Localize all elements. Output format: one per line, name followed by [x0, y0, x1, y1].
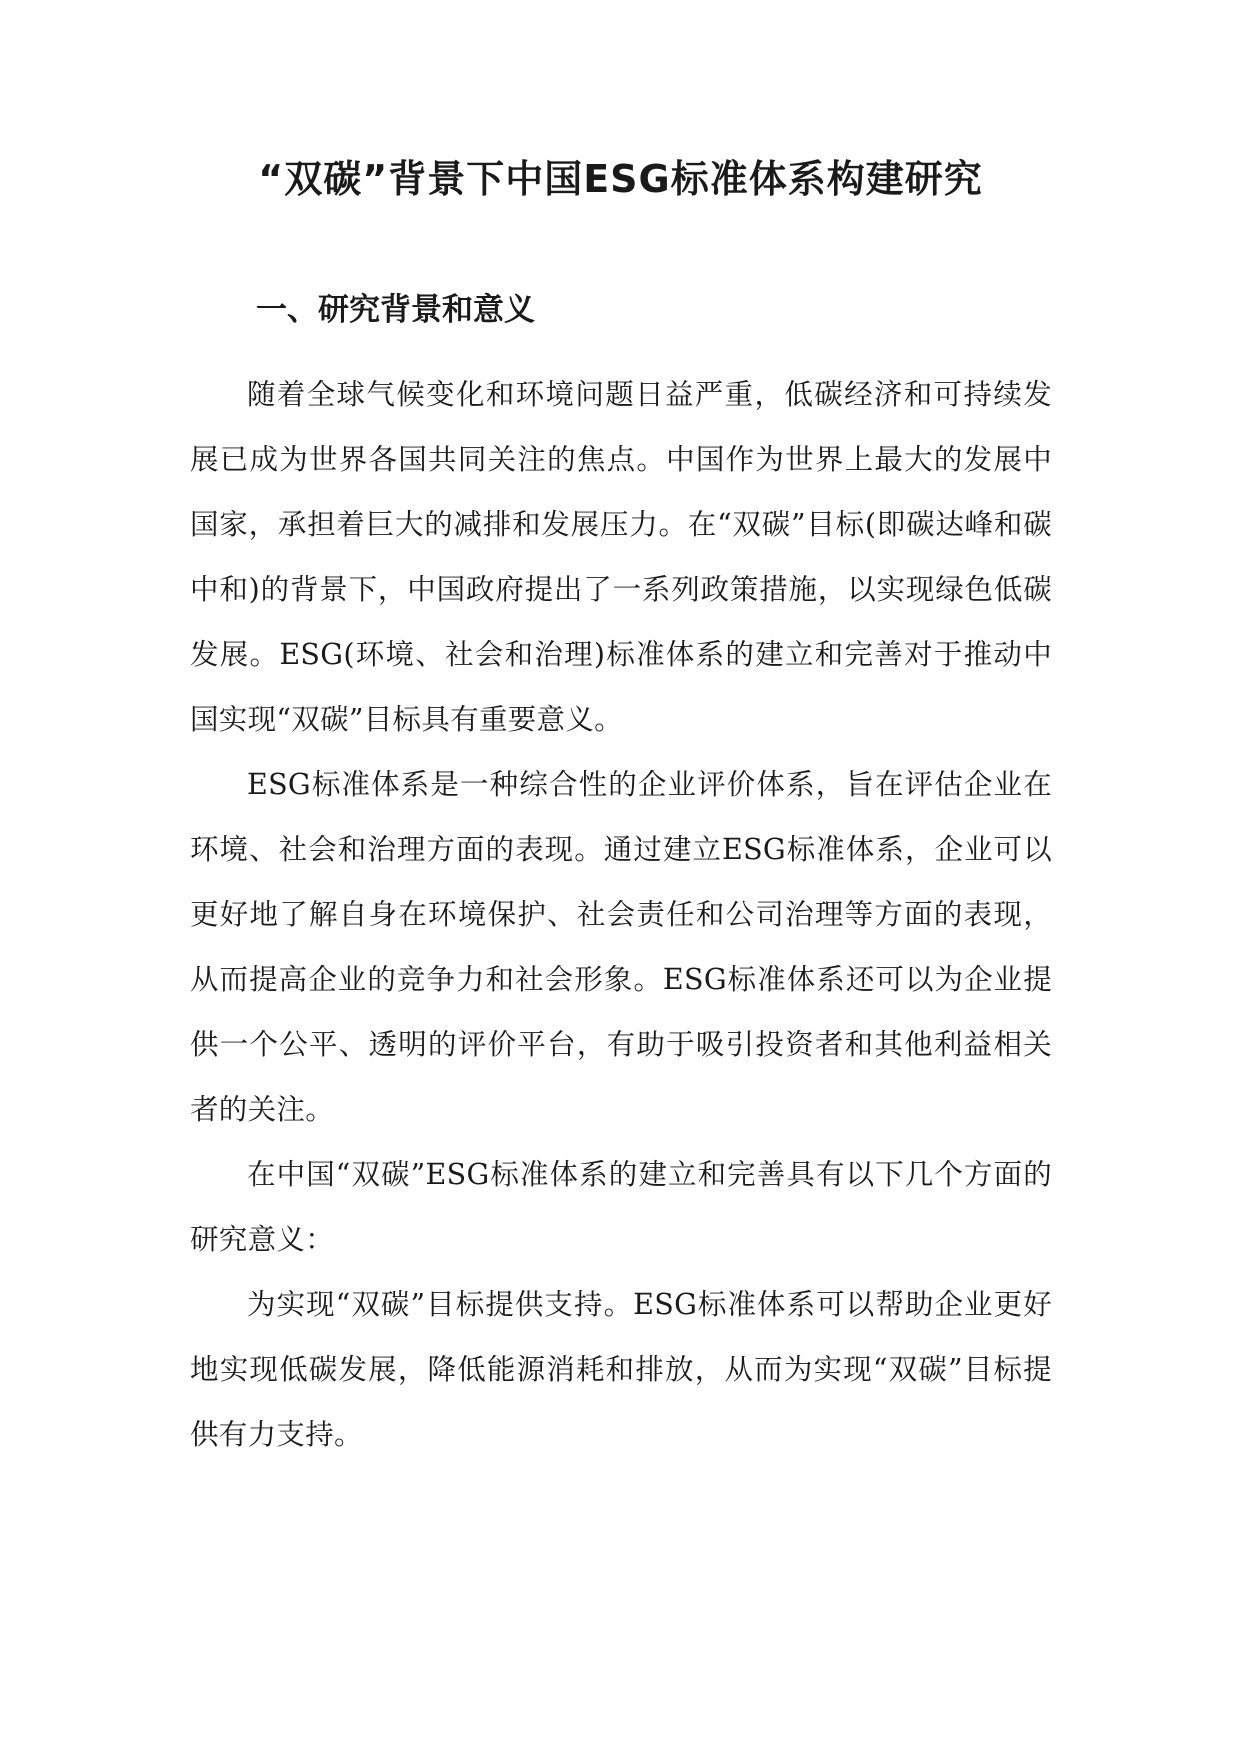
section-heading: 一、研究背景和意义 — [256, 292, 535, 328]
paragraph: ESG标准体系是一种综合性的企业评价体系，旨在评估企业在环境、社会和治理方面的表现。通过建立ESG标准体系，企业可以更好地了解自身在环境保护、社会责任和公司治理等方面的表现，从而提高企业的竞争力和社会形象。ESG标准体系还可以为企业提供一个公平、透明的评价平台，有助于吸引投资者和其他利益相关者的关注。 — [190, 768, 1052, 1126]
paragraph: 随着全球气候变化和环境问题日益严重，低碳经济和可持续发展已成为世界各国共同关注的焦点。中国作为世界上最大的发展中国家，承担着巨大的减排和发展压力。在“双碳”目标(即碳达峰和碳中和)的背景下，中国政府提出了一系列政策措施，以实现绿色低碳发展。ESG(环境、社会和治理)标准体系的建立和完善对于推动中国实现“双碳”目标具有重要意义。 — [190, 378, 1052, 736]
paragraph: 在中国“双碳”ESG标准体系的建立和完善具有以下几个方面的研究意义： — [190, 1158, 1052, 1256]
document-title: “双碳”背景下中国ESG标准体系构建研究 — [258, 157, 983, 201]
body-text — [190, 362, 1052, 1467]
paragraph: 为实现“双碳”目标提供支持。ESG标准体系可以帮助企业更好地实现低碳发展，降低能源消耗和排放，从而为实现“双碳”目标提供有力支持。 — [190, 1288, 1052, 1451]
